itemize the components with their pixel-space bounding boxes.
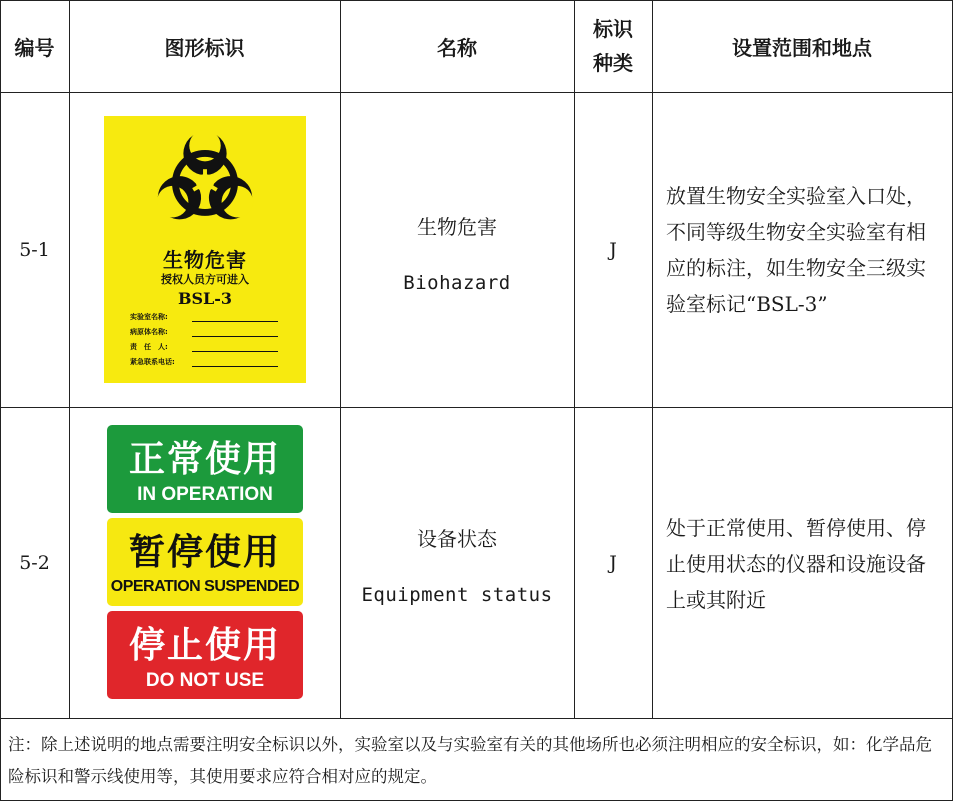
sign-field-line	[192, 366, 278, 367]
col-divider-1	[69, 0, 70, 718]
row-divider	[0, 407, 953, 408]
row-name-cn: 设备状态	[417, 526, 497, 551]
row-number: 5-2	[19, 551, 50, 574]
header-graphic: 图形标识	[164, 35, 245, 60]
status-sign-cn: 停止使用	[128, 625, 281, 666]
header-divider	[0, 92, 953, 93]
status-sign-en: DO NOT USE	[145, 670, 265, 691]
sign-field-responsible: 责 任 人:	[130, 343, 168, 351]
status-sign-cn: 暂停使用	[128, 532, 281, 573]
note-divider	[0, 718, 953, 719]
header-name: 名称	[437, 35, 477, 60]
status-sign-suspended	[107, 518, 303, 606]
row-name-en: Equipment status	[361, 584, 553, 606]
status-sign-do-not-use	[107, 611, 303, 699]
biohazard-sign-level: BSL-3	[177, 289, 233, 308]
col-divider-4	[652, 0, 653, 718]
row-type: J	[609, 238, 617, 261]
biohazard-sign-title: 生物危害	[163, 248, 247, 272]
sign-field-line	[192, 321, 278, 322]
status-sign-en: OPERATION SUSPENDED	[110, 578, 300, 595]
sign-field-emergency-phone: 紧急联系电话:	[130, 358, 175, 366]
header-number: 编号	[14, 35, 55, 60]
row-number: 5-1	[19, 238, 50, 261]
status-sign-in-operation	[107, 425, 303, 513]
biohazard-sign-subtitle: 授权人员方可进入	[161, 273, 249, 286]
sign-field-line	[192, 351, 278, 352]
biohazard-sign	[104, 116, 306, 383]
row-type: J	[609, 551, 617, 574]
sign-field-line	[192, 336, 278, 337]
header-type: 标识种类	[593, 17, 633, 75]
row-scope: 放置生物安全实验室入口处，不同等级生物安全实验室有相应的标注，如生物安全三级实验室标记“BSL-3”	[666, 184, 926, 316]
row-name-en: Biohazard	[403, 272, 511, 294]
sign-field-pathogen: 病原体名称:	[130, 328, 168, 336]
col-divider-2	[340, 0, 341, 718]
header-scope: 设置范围和地点	[732, 35, 872, 60]
status-sign-en: IN OPERATION	[137, 484, 273, 505]
status-sign-cn: 正常使用	[128, 439, 281, 480]
row-name-cn: 生物危害	[417, 214, 497, 239]
biohazard-icon	[145, 122, 265, 240]
footnote: 注：除上述说明的地点需要注明安全标识以外，实验室以及与实验室有关的其他场所也必须注明相应的安全标识，如：化学品危险标识和警示线使用等，其使用要求应符合相对应的规定。	[8, 735, 932, 786]
sign-field-lab-name: 实验室名称:	[130, 313, 168, 321]
row-scope: 处于正常使用、暂停使用、停止使用状态的仪器和设施设备上或其附近	[666, 516, 926, 612]
